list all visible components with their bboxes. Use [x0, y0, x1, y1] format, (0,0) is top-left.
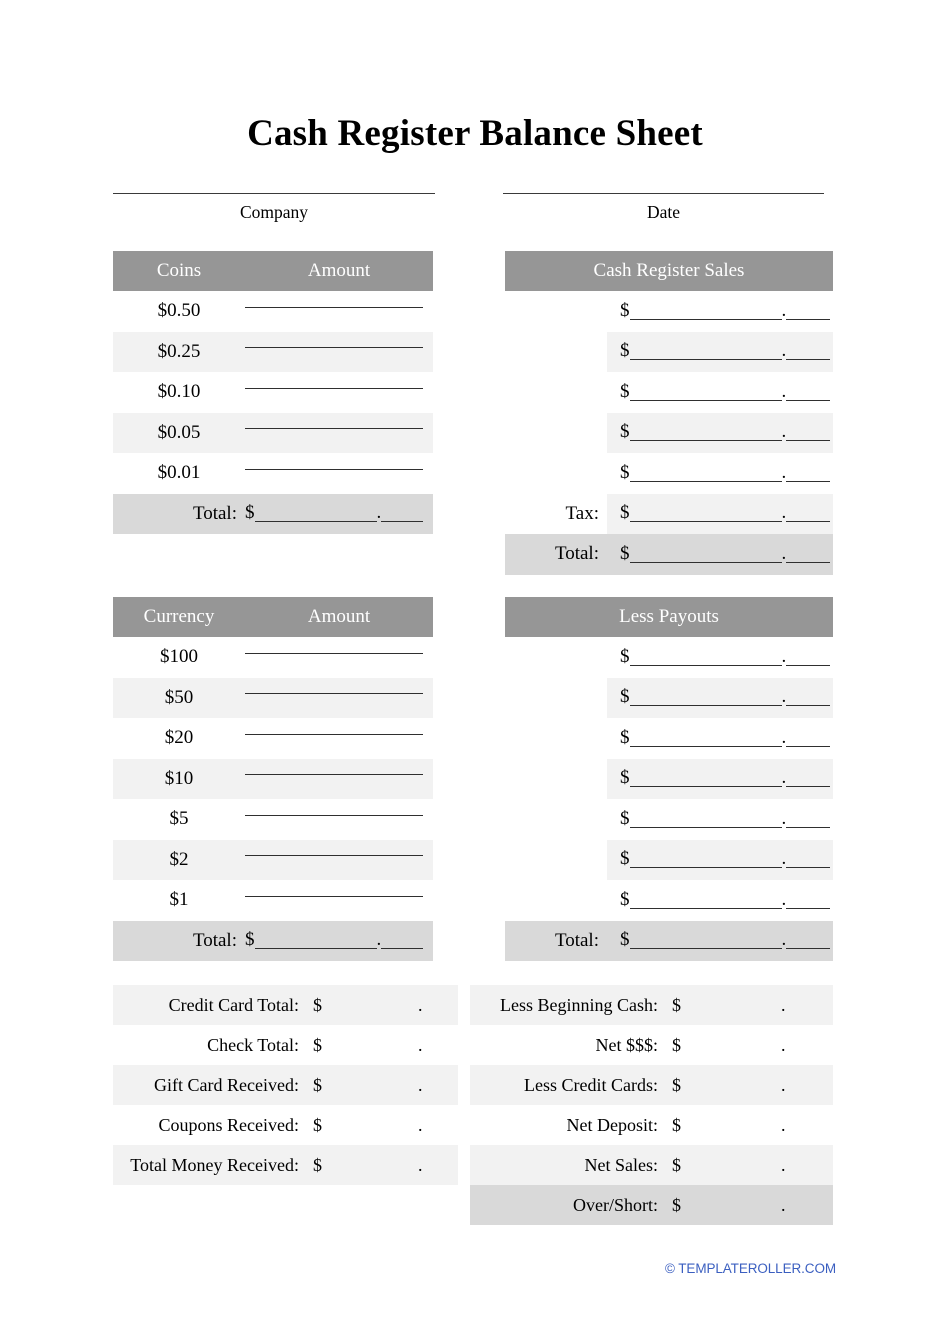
copyright-icon: ©	[665, 1261, 679, 1276]
net-money-field[interactable]	[672, 1035, 833, 1056]
write-line-cents[interactable]	[786, 908, 830, 909]
write-line-cents[interactable]	[786, 665, 830, 666]
write-line[interactable]	[245, 774, 423, 775]
coin-denomination: $0.05	[157, 421, 201, 443]
decimal-point: .	[781, 929, 787, 951]
write-line-cents[interactable]	[786, 359, 830, 360]
table-row	[505, 718, 833, 759]
write-line-dollars[interactable]	[630, 665, 782, 666]
table-row	[113, 291, 433, 332]
currency-table-header	[113, 597, 433, 637]
write-line-dollars[interactable]	[630, 521, 782, 522]
currency-amount-cell[interactable]	[245, 734, 433, 743]
dollar-sign: $	[620, 888, 630, 910]
net-sales-field[interactable]	[672, 1155, 833, 1176]
decimal-point: .	[781, 848, 787, 870]
coins-total-money-field[interactable]	[245, 503, 433, 524]
write-line-cents[interactable]	[786, 867, 830, 868]
write-line[interactable]	[245, 469, 423, 470]
table-row	[113, 372, 433, 413]
decimal-point: .	[781, 686, 787, 708]
page-title: Cash Register Balance Sheet	[247, 113, 703, 154]
decimal-point: .	[781, 1114, 786, 1135]
write-line-cents[interactable]	[786, 440, 830, 441]
write-line[interactable]	[245, 428, 423, 429]
dollar-sign: $	[672, 1074, 681, 1095]
write-line-cents[interactable]	[786, 786, 830, 787]
payout-money-field[interactable]	[607, 718, 833, 759]
dollar-sign: $	[620, 848, 630, 870]
currency-total-money-field[interactable]	[245, 930, 433, 951]
write-line-dollars[interactable]	[630, 319, 782, 320]
write-line-dollars[interactable]	[630, 948, 782, 949]
total-money-received-field[interactable]	[313, 1155, 458, 1176]
payout-money-field[interactable]	[607, 759, 833, 800]
currency-denomination: $1	[169, 889, 189, 911]
dollar-sign: $	[672, 994, 681, 1015]
dollar-sign: $	[620, 380, 630, 402]
decimal-point: .	[417, 1074, 423, 1095]
coins-column-header: Coins	[156, 260, 202, 281]
write-line-dollars[interactable]	[630, 359, 782, 360]
footer-site-name[interactable]: TEMPLATEROLLER.COM	[678, 1261, 836, 1276]
decimal-point: .	[781, 340, 787, 362]
sales-total-label: Total:	[554, 543, 599, 565]
left-summary-section	[113, 985, 458, 1185]
net-deposit-field[interactable]	[672, 1115, 833, 1136]
currency-denomination: $5	[169, 808, 189, 830]
decimal-point: .	[781, 299, 787, 321]
write-line-cents[interactable]	[381, 521, 423, 522]
payout-money-field[interactable]	[607, 799, 833, 840]
dollar-sign: $	[313, 1114, 322, 1135]
decimal-point: .	[781, 380, 787, 402]
coins-table	[113, 251, 433, 534]
currency-column-header: Currency	[143, 606, 215, 627]
coins-table-header	[113, 251, 433, 291]
write-line[interactable]	[245, 307, 423, 308]
dollar-sign: $	[672, 1034, 681, 1055]
coupons-received-field[interactable]	[313, 1115, 458, 1136]
less-payouts-table	[505, 597, 833, 961]
check-total-field[interactable]	[313, 1035, 458, 1056]
write-line[interactable]	[245, 388, 423, 389]
sales-total-row	[505, 534, 833, 575]
total-money-received-label: Total Money Received:	[130, 1154, 299, 1175]
credit-card-total-label: Credit Card Total:	[168, 994, 299, 1015]
currency-table	[113, 597, 433, 961]
footer-copyright[interactable]	[665, 1261, 836, 1276]
net-sales-label: Net Sales:	[584, 1154, 658, 1175]
write-line-cents[interactable]	[786, 481, 830, 482]
dollar-sign: $	[313, 1074, 322, 1095]
dollar-sign: $	[620, 461, 630, 483]
net-money-label: Net $$$:	[595, 1034, 658, 1055]
summary-row	[470, 1145, 833, 1185]
coin-amount-cell[interactable]	[245, 347, 433, 356]
check-total-label: Check Total:	[207, 1034, 299, 1055]
write-line-dollars[interactable]	[630, 786, 782, 787]
currency-amount-cell[interactable]	[245, 855, 433, 864]
coins-total-label: Total:	[192, 502, 237, 524]
currency-amount-cell[interactable]	[245, 815, 433, 824]
decimal-point: .	[781, 1154, 786, 1175]
dollar-sign: $	[620, 340, 630, 362]
write-line-cents[interactable]	[786, 319, 830, 320]
less-payouts-header: Less Payouts	[505, 597, 833, 637]
table-row	[113, 453, 433, 494]
sales-money-field[interactable]	[607, 332, 833, 373]
less-credit-cards-label: Less Credit Cards:	[524, 1074, 658, 1095]
sales-money-field[interactable]	[607, 291, 833, 332]
date-write-line[interactable]	[503, 193, 824, 194]
sales-money-field[interactable]	[607, 453, 833, 494]
gift-card-received-field[interactable]	[313, 1075, 458, 1096]
coin-amount-cell[interactable]	[245, 388, 433, 397]
dollar-sign: $	[245, 929, 255, 951]
decimal-point: .	[781, 888, 787, 910]
write-line-dollars[interactable]	[630, 440, 782, 441]
decimal-point: .	[781, 461, 787, 483]
dollar-sign: $	[672, 1194, 681, 1215]
decimal-point: .	[781, 542, 787, 564]
write-line-dollars[interactable]	[255, 948, 377, 949]
date-field-block	[503, 193, 824, 223]
currency-total-label: Total:	[192, 929, 237, 951]
currency-denomination: $100	[160, 646, 198, 668]
summary-row	[470, 1105, 833, 1145]
payout-money-field[interactable]	[607, 840, 833, 881]
write-line-dollars[interactable]	[630, 562, 782, 563]
decimal-point: .	[781, 421, 787, 443]
currency-amount-cell[interactable]	[245, 896, 433, 905]
table-row	[113, 799, 433, 840]
table-row	[505, 880, 833, 921]
decimal-point: .	[781, 645, 787, 667]
dollar-sign: $	[672, 1154, 681, 1175]
write-line-dollars[interactable]	[630, 908, 782, 909]
table-row	[505, 332, 833, 373]
table-row	[113, 759, 433, 800]
dollar-sign: $	[620, 807, 630, 829]
write-line[interactable]	[245, 734, 423, 735]
sales-money-field[interactable]	[607, 372, 833, 413]
summary-row	[113, 985, 458, 1025]
decimal-point: .	[781, 767, 787, 789]
tax-money-field[interactable]	[607, 494, 833, 535]
summary-row	[113, 1025, 458, 1065]
payouts-total-row	[505, 921, 833, 962]
write-line-dollars[interactable]	[630, 400, 782, 401]
summary-row	[113, 1145, 458, 1185]
sales-money-field[interactable]	[607, 413, 833, 454]
less-beginning-cash-label: Less Beginning Cash:	[500, 994, 658, 1015]
write-line[interactable]	[245, 693, 423, 694]
summary-row	[113, 1105, 458, 1145]
decimal-point: .	[781, 502, 787, 524]
right-summary-section	[470, 985, 833, 1225]
table-row	[505, 291, 833, 332]
decimal-point: .	[376, 502, 382, 524]
credit-card-total-field[interactable]	[313, 995, 458, 1016]
less-credit-cards-field[interactable]	[672, 1075, 833, 1096]
company-label: Company	[239, 202, 309, 222]
table-row	[505, 413, 833, 454]
write-line-cents[interactable]	[786, 521, 830, 522]
currency-denomination: $2	[169, 848, 189, 870]
write-line-dollars[interactable]	[630, 867, 782, 868]
currency-denomination: $20	[164, 727, 194, 749]
currency-denomination: $10	[164, 767, 194, 789]
table-row	[505, 637, 833, 678]
coin-amount-cell[interactable]	[245, 469, 433, 478]
table-row	[113, 718, 433, 759]
currency-denomination: $50	[164, 686, 194, 708]
cash-register-sales-header: Cash Register Sales	[505, 251, 833, 291]
write-line[interactable]	[245, 855, 423, 856]
decimal-point: .	[781, 1034, 786, 1055]
write-line-dollars[interactable]	[255, 521, 377, 522]
dollar-sign: $	[620, 686, 630, 708]
write-line-dollars[interactable]	[630, 705, 782, 706]
payout-money-field[interactable]	[607, 880, 833, 921]
decimal-point: .	[417, 994, 423, 1015]
write-line[interactable]	[245, 815, 423, 816]
table-row	[505, 840, 833, 881]
decimal-point: .	[781, 994, 786, 1015]
table-row	[505, 759, 833, 800]
table-row	[113, 678, 433, 719]
coin-denomination: $0.10	[157, 381, 201, 403]
write-line-dollars[interactable]	[630, 827, 782, 828]
coin-denomination: $0.25	[157, 340, 201, 362]
net-deposit-label: Net Deposit:	[566, 1114, 658, 1135]
dollar-sign: $	[672, 1114, 681, 1135]
write-line-cents[interactable]	[786, 400, 830, 401]
sales-tax-row	[505, 494, 833, 535]
dollar-sign: $	[313, 994, 322, 1015]
gift-card-received-label: Gift Card Received:	[154, 1074, 299, 1095]
table-row	[113, 880, 433, 921]
payout-money-field[interactable]	[607, 678, 833, 719]
write-line-cents[interactable]	[381, 948, 423, 949]
write-line[interactable]	[245, 653, 423, 654]
dollar-sign: $	[620, 726, 630, 748]
cash-register-sales-table	[505, 251, 833, 575]
dollar-sign: $	[620, 767, 630, 789]
currency-total-row	[113, 921, 433, 962]
currency-amount-cell[interactable]	[245, 774, 433, 783]
company-write-line[interactable]	[113, 193, 435, 194]
table-row	[113, 413, 433, 454]
less-beginning-cash-field[interactable]	[672, 995, 833, 1016]
decimal-point: .	[781, 1194, 786, 1215]
write-line-cents[interactable]	[786, 746, 830, 747]
decimal-point: .	[417, 1114, 423, 1135]
table-row	[113, 840, 433, 881]
table-row	[505, 453, 833, 494]
write-line-cents[interactable]	[786, 562, 830, 563]
decimal-point: .	[417, 1034, 423, 1055]
tax-label: Tax:	[565, 502, 599, 524]
write-line[interactable]	[245, 896, 423, 897]
dollar-sign: $	[313, 1034, 322, 1055]
company-field-block	[113, 193, 435, 223]
dollar-sign: $	[620, 421, 630, 443]
summary-row	[470, 985, 833, 1025]
write-line[interactable]	[245, 347, 423, 348]
write-line-cents[interactable]	[786, 705, 830, 706]
table-row	[113, 332, 433, 373]
dollar-sign: $	[620, 299, 630, 321]
dollar-sign: $	[245, 502, 255, 524]
write-line-dollars[interactable]	[630, 746, 782, 747]
write-line-cents[interactable]	[786, 948, 830, 949]
dollar-sign: $	[620, 502, 630, 524]
dollar-sign: $	[620, 542, 630, 564]
decimal-point: .	[417, 1154, 423, 1175]
date-label: Date	[646, 202, 681, 222]
dollar-sign: $	[620, 645, 630, 667]
currency-amount-column-header: Amount	[307, 606, 371, 627]
decimal-point: .	[781, 726, 787, 748]
currency-amount-cell[interactable]	[245, 653, 433, 662]
summary-row	[470, 1185, 833, 1225]
dollar-sign: $	[313, 1154, 322, 1175]
over-short-field[interactable]	[672, 1195, 833, 1216]
currency-amount-cell[interactable]	[245, 693, 433, 702]
payouts-total-label: Total:	[554, 929, 599, 951]
summary-row	[113, 1065, 458, 1105]
coin-amount-cell[interactable]	[245, 307, 433, 316]
write-line-dollars[interactable]	[630, 481, 782, 482]
table-row	[505, 799, 833, 840]
coins-total-row	[113, 494, 433, 535]
table-row	[113, 637, 433, 678]
table-row	[505, 678, 833, 719]
coupons-received-label: Coupons Received:	[158, 1114, 299, 1135]
dollar-sign: $	[620, 929, 630, 951]
table-row	[505, 372, 833, 413]
payout-money-field[interactable]	[607, 637, 833, 678]
summary-row	[470, 1065, 833, 1105]
write-line-cents[interactable]	[786, 827, 830, 828]
coin-amount-cell[interactable]	[245, 428, 433, 437]
coins-amount-column-header: Amount	[307, 260, 371, 281]
over-short-label: Over/Short:	[573, 1194, 658, 1215]
payouts-total-money-field[interactable]	[607, 921, 833, 962]
decimal-point: .	[376, 929, 382, 951]
sales-total-money-field[interactable]	[607, 534, 833, 575]
coin-denomination: $0.01	[157, 462, 201, 484]
decimal-point: .	[781, 807, 787, 829]
coin-denomination: $0.50	[157, 300, 201, 322]
decimal-point: .	[781, 1074, 786, 1095]
summary-row	[470, 1025, 833, 1065]
